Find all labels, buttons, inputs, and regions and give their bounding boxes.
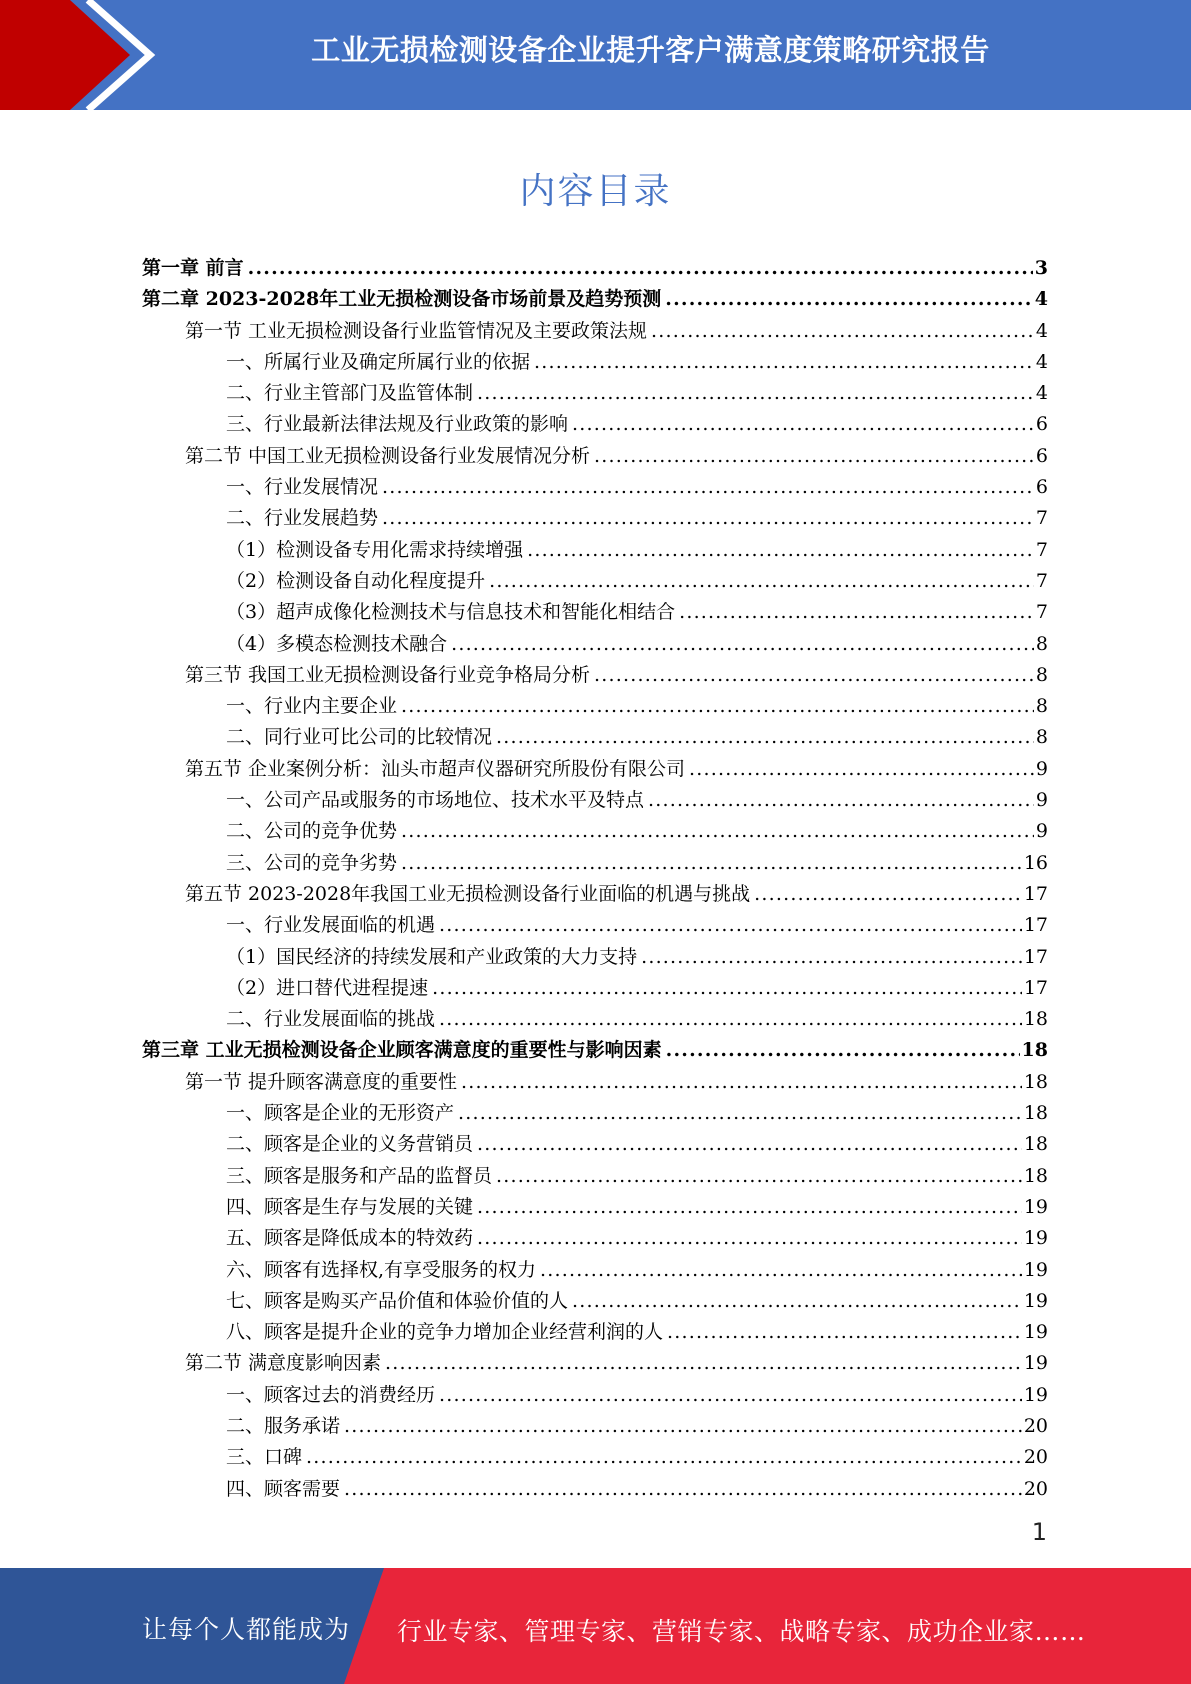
toc-dot-leader bbox=[648, 785, 1034, 816]
toc-entry-label: 第五节 企业案例分析：汕头市超声仪器研究所股份有限公司 bbox=[185, 757, 686, 780]
toc-entry-label: （1）检测设备专用化需求持续增强 bbox=[226, 538, 524, 561]
toc-entry[interactable] bbox=[142, 848, 1048, 879]
toc-entry-label: 第一节 提升顾客满意度的重要性 bbox=[185, 1070, 458, 1093]
toc-dot-leader bbox=[572, 1286, 1022, 1317]
toc-dot-leader bbox=[401, 848, 1022, 879]
toc-entry-label: 二、行业发展趋势 bbox=[226, 507, 379, 530]
toc-entry-label: 一、所属行业及确定所属行业的依据 bbox=[226, 350, 531, 373]
toc-dot-leader bbox=[594, 660, 1034, 691]
toc-entry-page: 4 bbox=[1035, 350, 1048, 373]
toc-entry-page: 7 bbox=[1035, 601, 1048, 624]
toc-entry-label: 一、行业发展情况 bbox=[226, 476, 379, 499]
toc-dot-leader bbox=[439, 910, 1022, 941]
toc-entry-page: 9 bbox=[1035, 789, 1048, 812]
toc-entry[interactable] bbox=[142, 879, 1048, 910]
toc-entry[interactable] bbox=[142, 691, 1048, 722]
toc-entry[interactable] bbox=[142, 1474, 1048, 1505]
toc-entry-page: 9 bbox=[1035, 820, 1048, 843]
toc-dot-leader bbox=[665, 284, 1033, 315]
toc-entry-label: 三、行业最新法律法规及行业政策的影响 bbox=[226, 413, 569, 436]
toc-entry[interactable] bbox=[142, 754, 1048, 785]
toc-dot-leader bbox=[401, 816, 1034, 847]
toc-heading: 内容目录 bbox=[519, 171, 672, 212]
toc-entry-page: 17 bbox=[1023, 976, 1048, 999]
toc-entry-label: 二、顾客是企业的义务营销员 bbox=[226, 1133, 474, 1156]
toc-entry[interactable] bbox=[142, 347, 1048, 378]
toc-dot-leader bbox=[667, 1317, 1022, 1348]
toc-entry-page: 20 bbox=[1023, 1414, 1048, 1437]
toc-dot-leader bbox=[344, 1411, 1022, 1442]
toc-entry-label: 八、顾客是提升企业的竞争力增加企业经营利润的人 bbox=[226, 1321, 664, 1344]
toc-entry-label: 一、公司产品或服务的市场地位、技术水平及特点 bbox=[226, 789, 645, 812]
toc-entry[interactable] bbox=[142, 284, 1048, 315]
toc-entry-label: 二、同行业可比公司的比较情况 bbox=[226, 726, 493, 749]
toc-entry-page: 16 bbox=[1023, 851, 1048, 874]
toc-entry-label: 一、顾客过去的消费经历 bbox=[226, 1383, 436, 1406]
toc-dot-leader bbox=[306, 1442, 1022, 1473]
toc-entry[interactable] bbox=[142, 1035, 1048, 1066]
toc-entry-page: 6 bbox=[1035, 413, 1048, 436]
toc-entry-label: 二、行业发展面临的挑战 bbox=[226, 1008, 436, 1031]
toc-entry-page: 18 bbox=[1023, 1164, 1048, 1187]
toc-entry-label: 三、顾客是服务和产品的监督员 bbox=[226, 1164, 493, 1187]
toc-entry[interactable] bbox=[142, 1380, 1048, 1411]
toc-entry-page: 19 bbox=[1023, 1258, 1048, 1281]
toc-dot-leader bbox=[489, 566, 1034, 597]
toc-entry-page: 17 bbox=[1023, 945, 1048, 968]
toc-entry-page: 17 bbox=[1023, 882, 1048, 905]
toc-entry-page: 9 bbox=[1035, 757, 1048, 780]
toc-entry-page: 18 bbox=[1023, 1008, 1048, 1031]
toc-entry-page: 6 bbox=[1035, 444, 1048, 467]
footer-slogan-right: 行业专家、管理专家、营销专家、战略专家、成功企业家…… bbox=[397, 1617, 1086, 1646]
toc-dot-leader bbox=[458, 1098, 1022, 1129]
toc-entry[interactable] bbox=[142, 816, 1048, 847]
toc-entry-page: 7 bbox=[1035, 569, 1048, 592]
toc-entry[interactable] bbox=[142, 942, 1048, 973]
toc-dot-leader bbox=[527, 535, 1034, 566]
toc-entry[interactable] bbox=[142, 1411, 1048, 1442]
toc-entry-page: 19 bbox=[1023, 1195, 1048, 1218]
toc-dot-leader bbox=[432, 973, 1022, 1004]
toc-dot-leader bbox=[344, 1474, 1022, 1505]
toc-entry[interactable] bbox=[142, 973, 1048, 1004]
toc-entry[interactable] bbox=[142, 910, 1048, 941]
toc-dot-leader bbox=[641, 942, 1022, 973]
toc-dot-leader bbox=[651, 316, 1034, 347]
toc-entry[interactable] bbox=[142, 566, 1048, 597]
toc-entry-label: （3）超声成像化检测技术与信息技术和智能化相结合 bbox=[226, 601, 676, 624]
toc-entry-label: 三、口碑 bbox=[226, 1446, 303, 1469]
toc-entry-page: 18 bbox=[1023, 1133, 1048, 1156]
toc-entry-page: 19 bbox=[1023, 1227, 1048, 1250]
toc-entry-label: 第三章 工业无损检测设备企业顾客满意度的重要性与影响因素 bbox=[142, 1039, 662, 1062]
toc-entry-page: 18 bbox=[1023, 1102, 1048, 1125]
toc-dot-leader bbox=[496, 722, 1034, 753]
toc-dot-leader bbox=[496, 1161, 1022, 1192]
toc-dot-leader bbox=[382, 472, 1034, 503]
toc-entry-label: 一、行业内主要企业 bbox=[226, 695, 398, 718]
toc-dot-leader bbox=[439, 1380, 1022, 1411]
toc-entry-page: 4 bbox=[1035, 319, 1048, 342]
toc-entry[interactable] bbox=[142, 1067, 1048, 1098]
toc-entry[interactable] bbox=[142, 1255, 1048, 1286]
toc-entry-page: 20 bbox=[1023, 1477, 1048, 1500]
toc-dot-leader bbox=[385, 1348, 1022, 1379]
toc-entry-label: 第二节 中国工业无损检测设备行业发展情况分析 bbox=[185, 444, 591, 467]
toc-entry[interactable] bbox=[142, 441, 1048, 472]
toc-entry-label: 六、顾客有选择权,有享受服务的权力 bbox=[226, 1258, 537, 1281]
toc-entry[interactable] bbox=[142, 1286, 1048, 1317]
toc-dot-leader bbox=[248, 253, 1033, 284]
toc-dot-leader bbox=[572, 409, 1034, 440]
toc-entry-page: 4 bbox=[1035, 382, 1048, 405]
toc-dot-leader bbox=[451, 629, 1034, 660]
toc-entry-label: 七、顾客是购买产品价值和体验价值的人 bbox=[226, 1289, 569, 1312]
toc-entry-page: 8 bbox=[1035, 632, 1048, 655]
toc-dot-leader bbox=[534, 347, 1034, 378]
toc-dot-leader bbox=[754, 879, 1022, 910]
toc-entry-label: （1）国民经济的持续发展和产业政策的大力支持 bbox=[226, 945, 638, 968]
toc-entry[interactable] bbox=[142, 1223, 1048, 1254]
toc-dot-leader bbox=[477, 1129, 1022, 1160]
toc-entry[interactable] bbox=[142, 629, 1048, 660]
toc-entry[interactable] bbox=[142, 660, 1048, 691]
toc-dot-leader bbox=[689, 754, 1034, 785]
toc-entry-label: 第二章 2023-2028年工业无损检测设备市场前景及趋势预测 bbox=[142, 288, 662, 311]
toc-dot-leader bbox=[540, 1255, 1022, 1286]
page-number: 1 bbox=[1031, 1518, 1047, 1546]
toc-entry-label: （2）检测设备自动化程度提升 bbox=[226, 569, 486, 592]
toc-dot-leader bbox=[477, 1192, 1022, 1223]
toc-entry-page: 17 bbox=[1023, 914, 1048, 937]
toc-entry[interactable] bbox=[142, 1442, 1048, 1473]
toc-entry-label: 一、顾客是企业的无形资产 bbox=[226, 1102, 455, 1125]
toc-entry-label: 四、顾客是生存与发展的关键 bbox=[226, 1195, 474, 1218]
toc-entry-label: 第一章 前言 bbox=[142, 257, 244, 279]
toc-dot-leader bbox=[679, 597, 1034, 628]
toc-entry-page: 20 bbox=[1023, 1446, 1048, 1469]
toc-dot-leader bbox=[594, 441, 1034, 472]
toc-entry-label: （4）多模态检测技术融合 bbox=[226, 632, 448, 655]
toc-entry-label: 五、顾客是降低成本的特效药 bbox=[226, 1227, 474, 1250]
toc-entry-label: 第五节 2023-2028年我国工业无损检测设备行业面临的机遇与挑战 bbox=[185, 882, 751, 905]
toc-entry-page: 18 bbox=[1021, 1039, 1048, 1062]
toc-entry[interactable] bbox=[142, 1192, 1048, 1223]
toc-entry-label: 第一节 工业无损检测设备行业监管情况及主要政策法规 bbox=[185, 319, 648, 342]
toc-entry-page: 3 bbox=[1034, 257, 1048, 279]
toc-entry-label: 二、行业主管部门及监管体制 bbox=[226, 382, 474, 405]
toc-entry[interactable] bbox=[142, 785, 1048, 816]
toc-entry[interactable] bbox=[142, 1098, 1048, 1129]
toc-entry-page: 19 bbox=[1023, 1383, 1048, 1406]
toc-entry[interactable] bbox=[142, 316, 1048, 347]
toc-entry[interactable] bbox=[142, 597, 1048, 628]
toc-entry[interactable] bbox=[142, 1348, 1048, 1379]
table-of-contents bbox=[142, 253, 1048, 1505]
toc-entry-page: 8 bbox=[1035, 726, 1048, 749]
toc-entry-page: 7 bbox=[1035, 538, 1048, 561]
toc-entry-page: 7 bbox=[1035, 507, 1048, 530]
toc-dot-leader bbox=[477, 378, 1034, 409]
report-title: 工业无损检测设备企业提升客户满意度策略研究报告 bbox=[311, 33, 990, 67]
toc-entry[interactable] bbox=[142, 1161, 1048, 1192]
toc-entry-page: 6 bbox=[1035, 476, 1048, 499]
toc-entry-label: （2）进口替代进程提速 bbox=[226, 976, 429, 999]
toc-dot-leader bbox=[382, 503, 1034, 534]
toc-dot-leader bbox=[439, 1004, 1022, 1035]
toc-entry[interactable] bbox=[142, 503, 1048, 534]
toc-entry-page: 8 bbox=[1035, 663, 1048, 686]
toc-entry-page: 19 bbox=[1023, 1289, 1048, 1312]
toc-entry-label: 第三节 我国工业无损检测设备行业竞争格局分析 bbox=[185, 663, 591, 686]
toc-entry[interactable] bbox=[142, 472, 1048, 503]
toc-dot-leader bbox=[401, 691, 1034, 722]
toc-entry[interactable] bbox=[142, 1317, 1048, 1348]
toc-entry-page: 8 bbox=[1035, 695, 1048, 718]
toc-entry-label: 二、服务承诺 bbox=[226, 1414, 341, 1437]
toc-entry[interactable] bbox=[142, 1129, 1048, 1160]
toc-entry-page: 19 bbox=[1023, 1321, 1048, 1344]
toc-entry-label: 第二节 满意度影响因素 bbox=[185, 1352, 382, 1375]
toc-entry-label: 四、顾客需要 bbox=[226, 1477, 341, 1500]
toc-entry-page: 4 bbox=[1034, 288, 1048, 311]
toc-entry[interactable] bbox=[142, 1004, 1048, 1035]
toc-entry[interactable] bbox=[142, 378, 1048, 409]
toc-entry-label: 二、公司的竞争优势 bbox=[226, 820, 398, 843]
toc-entry[interactable] bbox=[142, 409, 1048, 440]
toc-entry[interactable] bbox=[142, 253, 1048, 284]
toc-entry-label: 三、公司的竞争劣势 bbox=[226, 851, 398, 874]
toc-dot-leader bbox=[477, 1223, 1022, 1254]
footer-slogan-left: 让每个人都能成为 bbox=[142, 1615, 351, 1644]
toc-entry-page: 18 bbox=[1023, 1070, 1048, 1093]
toc-entry[interactable] bbox=[142, 535, 1048, 566]
toc-entry[interactable] bbox=[142, 722, 1048, 753]
toc-dot-leader bbox=[461, 1067, 1022, 1098]
toc-dot-leader bbox=[666, 1035, 1020, 1066]
toc-entry-page: 19 bbox=[1023, 1352, 1048, 1375]
toc-entry-label: 一、行业发展面临的机遇 bbox=[226, 914, 436, 937]
